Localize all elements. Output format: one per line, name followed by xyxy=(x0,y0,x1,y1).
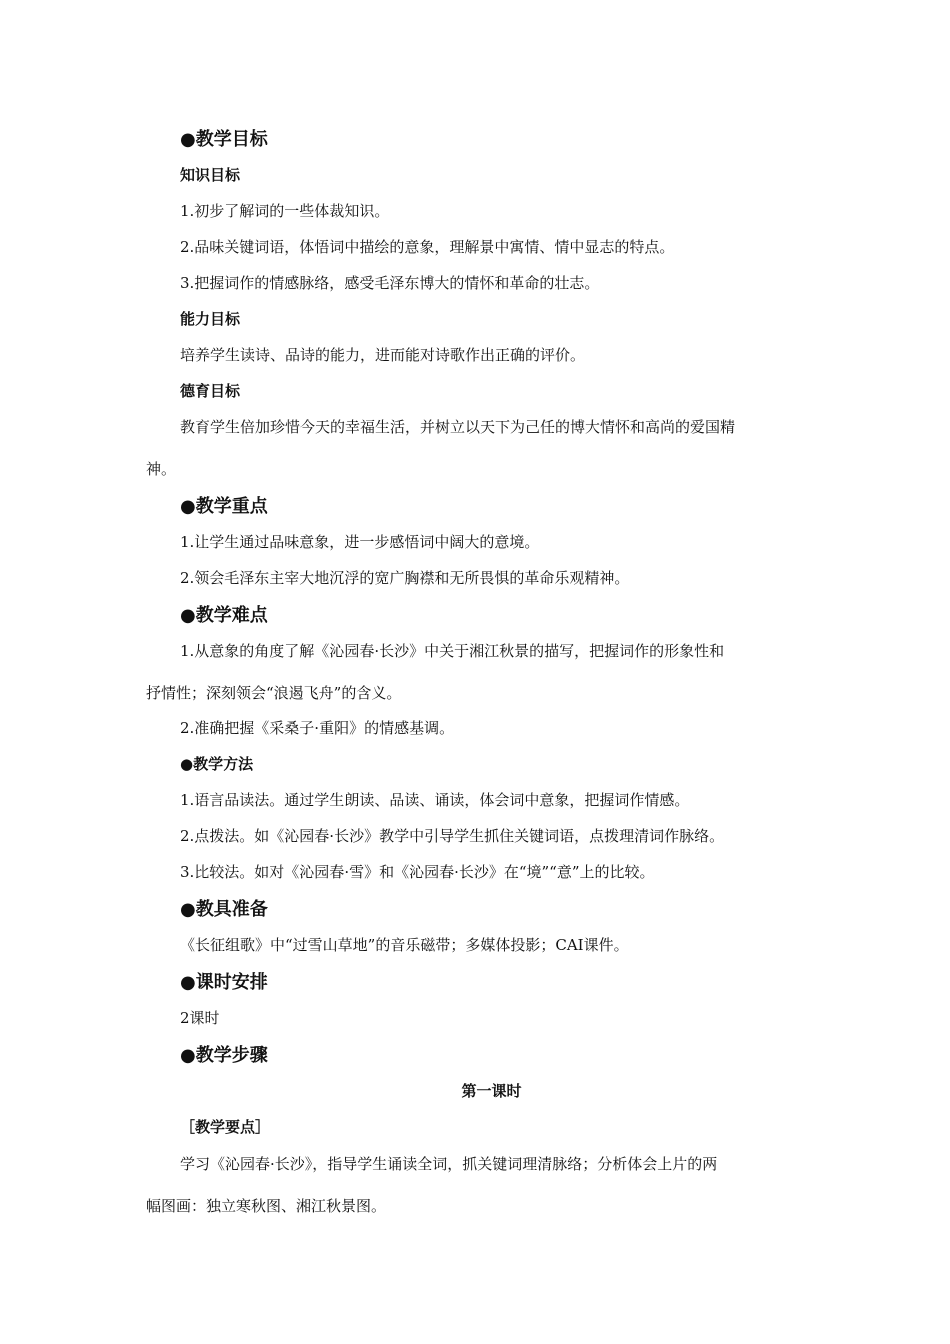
method-item-2: 2.点拨法。如《沁园春·长沙》教学中引导学生抓住关键词语，点拨理清词作脉络。 xyxy=(180,827,725,845)
keypoints-heading: ［教学要点］ xyxy=(180,1118,271,1136)
difficulty-heading: ●教学难点 xyxy=(180,605,268,626)
knowledge-item-3: 3.把握词作的情感脉络，感受毛泽东博大的情怀和革命的壮志。 xyxy=(180,274,600,292)
method-item-3: 3.比较法。如对《沁园春·雪》和《沁园春·长沙》在“境”“意”上的比较。 xyxy=(180,863,655,881)
focus-heading: ●教学重点 xyxy=(180,496,268,517)
ability-text: 培养学生读诗、品诗的能力，进而能对诗歌作出正确的评价。 xyxy=(180,346,586,364)
method-heading: ●教学方法 xyxy=(180,755,254,773)
knowledge-item-2: 2.品味关键词语，体悟词中描绘的意象，理解景中寓情、情中显志的特点。 xyxy=(180,238,675,256)
tools-text: 《长征组歌》中“过雪山草地”的音乐磁带；多媒体投影；CAI课件。 xyxy=(180,936,629,954)
ability-heading: 能力目标 xyxy=(180,310,241,328)
focus-item-2: 2.领会毛泽东主宰大地沉浮的宽广胸襟和无所畏惧的革命乐观精神。 xyxy=(180,569,630,587)
moral-text-line-2: 神。 xyxy=(146,460,177,478)
difficulty-item-2: 2.准确把握《采桑子·重阳》的情感基调。 xyxy=(180,719,455,737)
method-item-1: 1.语言品读法。通过学生朗读、品读、诵读，体会词中意象，把握词作情感。 xyxy=(180,791,690,809)
keypoints-text-line-1: 学习《沁园春·长沙》，指导学生诵读全词，抓关键词理清脉络；分析体会上片的两 xyxy=(180,1155,718,1173)
difficulty-item-1-line-2: 抒情性；深刻领会“浪遏飞舟”的含义。 xyxy=(146,684,402,702)
goals-heading: ●教学目标 xyxy=(180,129,268,150)
schedule-heading: ●课时安排 xyxy=(180,972,268,993)
moral-text-line-1: 教育学生倍加珍惜今天的幸福生活，并树立以天下为己任的博大情怀和高尚的爱国精 xyxy=(180,418,736,436)
focus-item-1: 1.让学生通过品味意象，进一步感悟词中阔大的意境。 xyxy=(180,533,540,551)
tools-heading: ●教具准备 xyxy=(180,899,268,920)
keypoints-text-line-2: 幅图画：独立寒秋图、湘江秋景图。 xyxy=(146,1197,387,1215)
lesson-title: 第一课时 xyxy=(461,1082,522,1100)
knowledge-item-1: 1.初步了解词的一些体裁知识。 xyxy=(180,202,390,220)
knowledge-heading: 知识目标 xyxy=(180,166,241,184)
moral-heading: 德育目标 xyxy=(180,382,241,400)
schedule-text: 2课时 xyxy=(180,1009,220,1027)
difficulty-item-1-line-1: 1.从意象的角度了解《沁园春·长沙》中关于湘江秋景的描写，把握词作的形象性和 xyxy=(180,642,725,660)
steps-heading: ●教学步骤 xyxy=(180,1045,268,1066)
